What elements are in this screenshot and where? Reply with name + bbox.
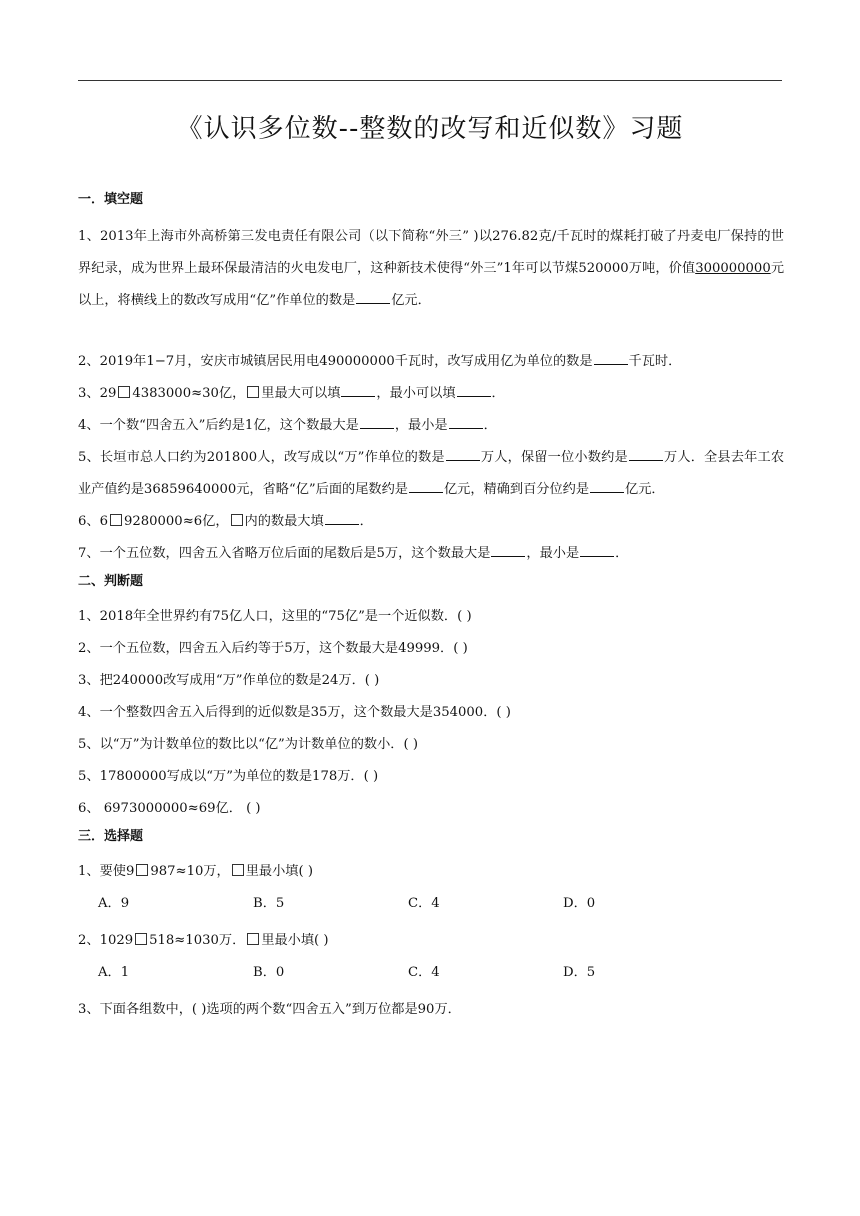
answer-blank[interactable] — [341, 384, 375, 397]
worksheet-body — [78, 190, 784, 1026]
question-1-1: 1、2013年上海市外高桥第三发电责任有限公司（以下简称“外三” )以276.82克/千瓦时的煤耗打破了丹麦电厂保持的世界纪录，成为世界上最环保最清洁的火电发电厂，这种新技术使得“外三”1年可以节煤520000万吨，价值300000000元以上，将横线上的数改写成用“亿”作单位的数是 亿元． — [78, 229, 785, 308]
digit-box — [231, 514, 243, 526]
question-2-5b: 5、17800000写成以“万”为单位的数是178万．( ) — [78, 769, 379, 784]
section-heading-true-false: 二、判断题 — [78, 574, 144, 589]
question-2-6: 6、 6973000000≈69亿． ( ) — [78, 801, 261, 816]
answer-blank[interactable] — [449, 416, 483, 429]
options-3-1 — [78, 888, 784, 920]
question-1-6: 6、6 9280000≈6亿， 内的数最大填 ． — [78, 514, 373, 529]
answer-blank[interactable] — [580, 544, 614, 557]
option-d[interactable]: D．5 — [563, 965, 596, 980]
digit-box — [232, 864, 244, 876]
question-2-3: 3、把240000改写成用“万”作单位的数是24万．( ) — [78, 673, 380, 688]
question-2-4: 4、一个整数四舍五入后得到的近似数是35万，这个数最大是354000．( ) — [78, 705, 511, 720]
question-1-4: 4、一个数“四舍五入”后约是1亿，这个数最大是 ，最小是 ． — [78, 418, 497, 433]
answer-blank[interactable] — [629, 448, 663, 461]
question-2-2: 2、一个五位数，四舍五入后约等于5万，这个数最大是49999．( ) — [78, 641, 468, 656]
option-a[interactable]: A．1 — [98, 965, 130, 980]
option-a[interactable]: A．9 — [98, 896, 130, 911]
digit-box[interactable] — [135, 933, 147, 945]
top-rule — [78, 80, 782, 81]
question-3-1: 1、要使9 987≈10万， 里最小填( ) — [78, 864, 313, 879]
option-c[interactable]: C．4 — [408, 896, 440, 911]
section-heading-multiple-choice: 三．选择题 — [78, 829, 144, 844]
question-2-5: 5、以“万”为计数单位的数比以“亿”为计数单位的数小．( ) — [78, 737, 418, 752]
option-b[interactable]: B．0 — [253, 965, 285, 980]
digit-box — [247, 386, 259, 398]
question-1-5: 5、长垣市总人口约为201800人，改写成以“万”作单位的数是 万人，保留一位小数约是 万人．全县去年工农业产值约是36859640000元，省略“亿”后面的尾数约是 亿元，精确到百分位约是 亿元． — [78, 450, 785, 497]
question-3-2: 2、1029 518≈1030万． 里最小填( ) — [78, 933, 329, 948]
answer-blank[interactable] — [409, 480, 443, 493]
page-title: 《认识多位数--整数的改写和近似数》习题 — [176, 114, 684, 144]
answer-blank[interactable] — [457, 384, 491, 397]
question-2-1: 1、2018年全世界约有75亿人口，这里的“75亿”是一个近似数．( ) — [78, 609, 472, 624]
digit-box[interactable] — [136, 864, 148, 876]
answer-blank[interactable] — [491, 544, 525, 557]
question-1-7: 7、一个五位数，四舍五入省略万位后面的尾数后是5万，这个数最大是 ，最小是 ． — [78, 546, 629, 561]
digit-box — [247, 933, 259, 945]
question-1-3: 3、29 4383000≈30亿， 里最大可以填 ，最小可以填 ． — [78, 386, 505, 401]
answer-blank[interactable] — [594, 352, 628, 365]
options-3-2 — [78, 957, 784, 989]
section-heading-fill-in: 一．填空题 — [78, 192, 144, 207]
digit-box[interactable] — [118, 386, 130, 398]
question-3-3: 3、下面各组数中，( )选项的两个数“四舍五入”到万位都是90万． — [78, 1002, 461, 1017]
answer-blank[interactable] — [325, 512, 359, 525]
answer-blank[interactable] — [590, 480, 624, 493]
digit-box[interactable] — [110, 514, 122, 526]
answer-blank[interactable] — [356, 291, 390, 304]
underlined-number: 300000000 — [695, 261, 771, 276]
option-c[interactable]: C．4 — [408, 965, 440, 980]
answer-blank[interactable] — [360, 416, 394, 429]
option-d[interactable]: D．0 — [563, 896, 596, 911]
answer-blank[interactable] — [446, 448, 480, 461]
question-1-2: 2、2019年1−7月，安庆市城镇居民用电490000000千瓦时，改写成用亿为单位的数是 千瓦时． — [78, 354, 682, 369]
option-b[interactable]: B．5 — [253, 896, 285, 911]
